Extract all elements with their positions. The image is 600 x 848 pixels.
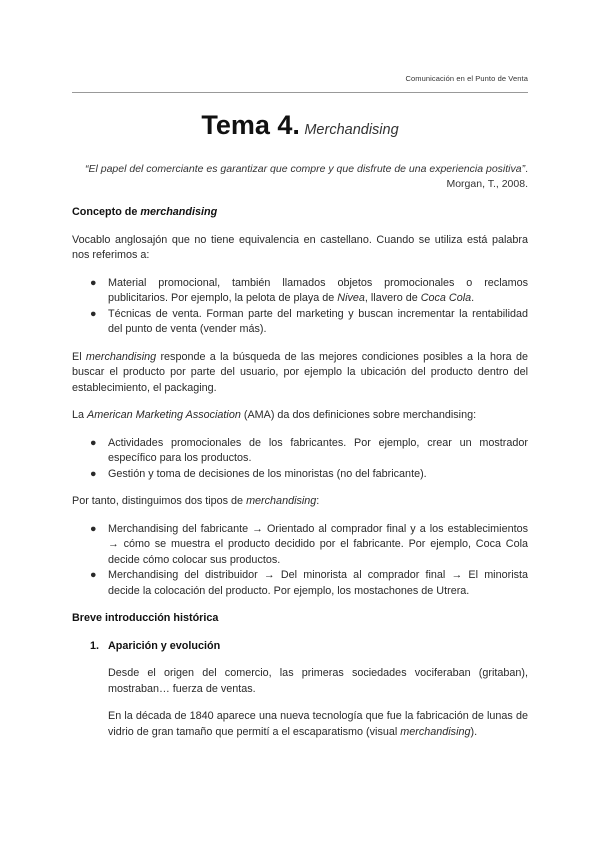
list-item	[72, 276, 528, 307]
list-item-text: Técnicas de venta. Forman parte del marketing y buscan incrementar la rentabilidad del punto de venta (vender más).	[108, 307, 528, 335]
list-item-text: Gestión y toma de decisiones de los minoristas (no del fabricante).	[108, 467, 427, 480]
heading-emphasis: merchandising	[140, 206, 218, 218]
bullet-list	[72, 276, 528, 338]
paragraph-text: :	[316, 495, 320, 507]
section-heading-concepto	[72, 205, 528, 221]
emphasis: merchandising	[246, 495, 317, 507]
paragraph-text: (AMA) da dos definiciones sobre merchandising:	[240, 409, 477, 421]
list-item	[72, 436, 528, 467]
numbered-subheading	[72, 639, 528, 655]
emphasis: merchandising	[400, 725, 471, 738]
bullet-icon: ●	[90, 307, 97, 320]
list-item-text: Merchandising del fabricante → Orientado al comprador final y a los establecimientos → cómo se muestra el producto decidido por el fabricante. Por ejemplo, Coca Cola decide cómo colocar sus productos.	[108, 522, 528, 566]
title-main: Tema 4.	[201, 110, 300, 140]
paragraph: Desde el origen del comercio, las primeras sociedades vociferaban (gritaban), mostraban… fuerza de ventas.	[108, 667, 528, 695]
bullet-icon: ●	[90, 436, 97, 449]
bullet-list	[72, 522, 528, 600]
list-item-text: Material promocional, también llamados objetos promocionales o reclamos publicitarios. Por ejemplo, la pelota de playa de	[108, 276, 528, 304]
paragraph-text: En la década de 1840 aparece una nueva tecnología que fue la fabricación de lunas de vidrio de gran tamaño que permití a el escaparatismo (visual	[108, 710, 528, 738]
list-item-text: , llavero de	[364, 292, 421, 304]
paragraph	[108, 709, 528, 740]
list-item-text: .	[471, 292, 475, 304]
item-number: 1.	[90, 639, 100, 652]
list-item	[72, 568, 528, 599]
paragraph	[72, 350, 528, 397]
emphasis: Coca Cola	[420, 292, 472, 304]
bullet-icon: ●	[90, 276, 97, 289]
title-subtitle: Merchandising	[304, 122, 399, 138]
bullet-icon: ●	[90, 522, 97, 535]
paragraph-text: responde a la búsqueda de las mejores condiciones posibles a la hora de buscar el producto por parte del usuario, por ejemplo la ubicación del producto dentro del establecimiento, el packaging.	[72, 350, 528, 394]
running-header: Comunicación en el Punto de Venta	[405, 74, 528, 83]
emphasis: Nivea	[337, 292, 365, 304]
quote-source: . Morgan, T., 2008.	[446, 163, 528, 190]
list-item	[72, 467, 528, 483]
document-body	[72, 205, 528, 752]
epigraph-quote	[72, 162, 528, 192]
paragraph	[72, 494, 528, 510]
bullet-icon: ●	[90, 569, 97, 581]
bullet-icon: ●	[90, 467, 97, 480]
list-item	[72, 522, 528, 569]
paragraph: Vocablo anglosajón que no tiene equivalencia en castellano. Cuando se utiliza está palabra nos referimos a:	[72, 233, 528, 261]
bullet-list	[72, 436, 528, 483]
quote-text: “El papel del comerciante es garantizar que compre y que disfrute de una experiencia positiva”	[85, 163, 526, 175]
page-title	[0, 110, 600, 141]
paragraph	[72, 408, 528, 424]
subheading-text: Aparición y evolución	[108, 639, 221, 652]
list-item-text: Merchandising del distribuidor → Del minorista al comprador final → El minorista decide la colocación del producto. Por ejemplo, los mostachones de Utrera.	[108, 569, 528, 597]
emphasis: American Marketing Association	[87, 409, 241, 421]
emphasis: merchandising	[85, 350, 157, 363]
paragraph-text: Por tanto, distinguimos dos tipos de	[72, 495, 247, 507]
header-divider	[72, 92, 528, 93]
heading-text: Concepto de	[72, 206, 141, 218]
paragraph-text: La	[72, 409, 88, 421]
list-item	[72, 307, 528, 338]
paragraph-text: El	[72, 350, 86, 363]
section-heading-historia: Breve introducción histórica	[72, 612, 219, 624]
list-item-text: Actividades promocionales de los fabricantes. Por ejemplo, crear un mostrador específico para los productos.	[108, 436, 528, 464]
paragraph-text: ).	[470, 725, 478, 738]
